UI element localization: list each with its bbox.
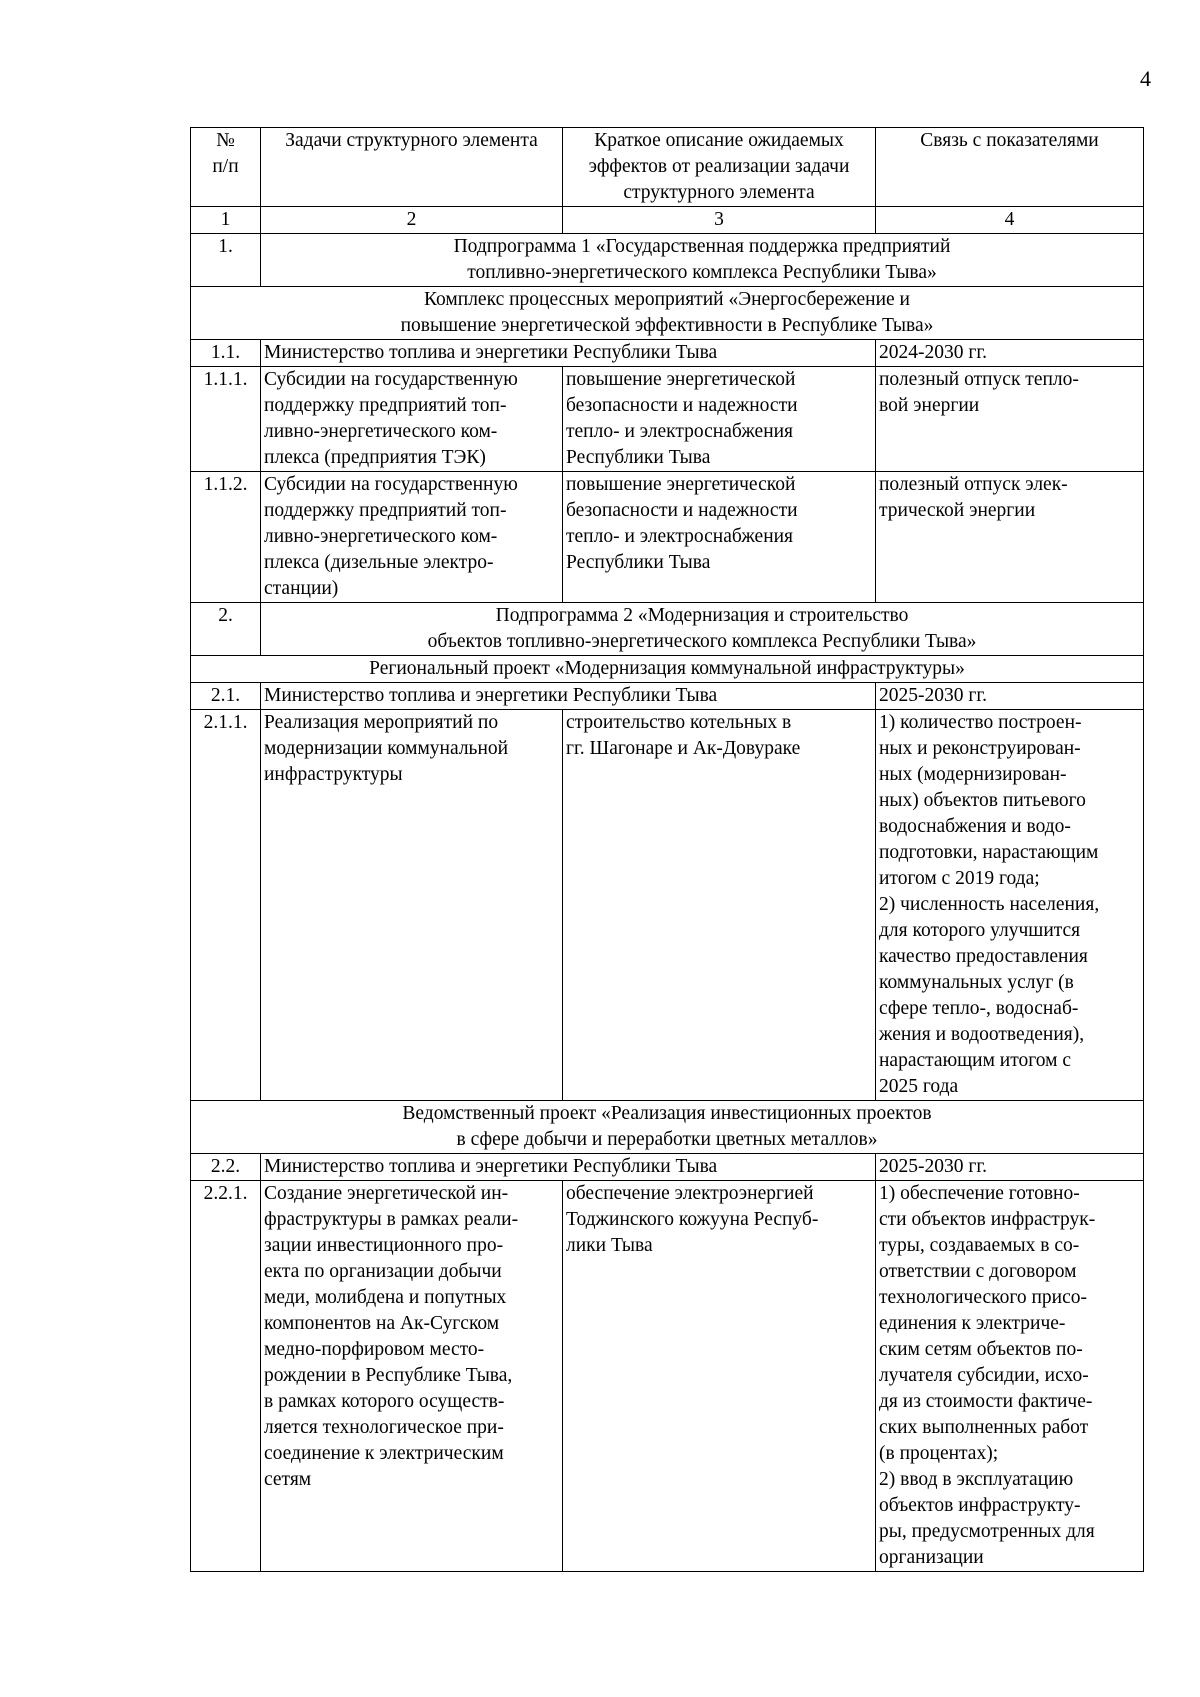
- subprogram-title: Подпрограмма 2 «Модернизация и строительство объектов топливно-энергетического комплекса Республики Тыва»: [261, 603, 1144, 656]
- page-number: 4: [1140, 66, 1151, 91]
- table-row: [191, 340, 1144, 367]
- row-number: 2.: [191, 603, 261, 656]
- table-header-row: [191, 128, 1144, 207]
- responsible-cell: Министерство топлива и энергетики Республики Тыва: [261, 340, 876, 367]
- header-tasks: Задачи структурного элемента: [261, 128, 563, 207]
- table-row: [191, 472, 1144, 603]
- section-title: Ведомственный проект «Реализация инвестиционных проектов в сфере добычи и переработки цветных металлов»: [191, 1101, 1144, 1154]
- row-number: 2.2.: [191, 1154, 261, 1181]
- row-number: 1.: [191, 234, 261, 287]
- indicator-cell: полезный отпуск тепло- вой энергии: [876, 367, 1144, 472]
- header-num: № п/п: [191, 128, 261, 207]
- subprogram-2-row: [191, 603, 1144, 656]
- column-number: 2: [261, 207, 563, 234]
- subprogram-1-row: [191, 234, 1144, 287]
- responsible-cell: Министерство топлива и энергетики Республики Тыва: [261, 683, 876, 710]
- indicator-cell: полезный отпуск элек- трической энергии: [876, 472, 1144, 603]
- effect-cell: строительство котельных в гг. Шагонаре и Ак-Довураке: [563, 710, 876, 1101]
- task-cell: Субсидии на государственную поддержку предприятий топ- ливно-энергетического ком- плекса (предприятия ТЭК): [261, 367, 563, 472]
- task-cell: Реализация мероприятий по модернизации коммунальной инфраструктуры: [261, 710, 563, 1101]
- period-cell: 2025-2030 гг.: [876, 683, 1144, 710]
- header-indicators: Связь с показателями: [876, 128, 1144, 207]
- effect-cell: повышение энергетической безопасности и надежности тепло- и электроснабжения Республики Тыва: [563, 472, 876, 603]
- column-number: 1: [191, 207, 261, 234]
- indicator-cell: 1) количество построен- ных и реконструирован- ных (модернизирован- ных) объектов питьевого водоснабжения и водо- подготовки, нарастающим итогом с 2019 года; 2) численность населения, для которого улучшится качество предоставления коммунальных услуг (в сфере тепло-, водоснаб- жения и водоотведения), нарастающим итогом с 2025 года: [876, 710, 1144, 1101]
- departmental-project-row: [191, 1101, 1144, 1154]
- row-number: 2.1.: [191, 683, 261, 710]
- row-number: 1.1.: [191, 340, 261, 367]
- row-number: 2.2.1.: [191, 1181, 261, 1572]
- table-row: [191, 367, 1144, 472]
- subprogram-title: Подпрограмма 1 «Государственная поддержка предприятий топливно-энергетического комплекса Республики Тыва»: [261, 234, 1144, 287]
- table-row: [191, 1181, 1144, 1572]
- table-row: [191, 683, 1144, 710]
- effect-cell: обеспечение электроэнергией Тоджинского кожууна Респуб- лики Тыва: [563, 1181, 876, 1572]
- column-number: 4: [876, 207, 1144, 234]
- task-cell: Субсидии на государственную поддержку предприятий топ- ливно-энергетического ком- плекса (дизельные электро- станции): [261, 472, 563, 603]
- program-table: [190, 127, 1144, 1572]
- effect-cell: повышение энергетической безопасности и надежности тепло- и электроснабжения Республики Тыва: [563, 367, 876, 472]
- section-title: Региональный проект «Модернизация коммунальной инфраструктуры»: [191, 656, 1144, 683]
- period-cell: 2024-2030 гг.: [876, 340, 1144, 367]
- regional-project-row: [191, 656, 1144, 683]
- complex-1-row: [191, 287, 1144, 340]
- section-title: Комплекс процессных мероприятий «Энергосбережение и повышение энергетической эффективности в Республике Тыва»: [191, 287, 1144, 340]
- period-cell: 2025-2030 гг.: [876, 1154, 1144, 1181]
- header-effects: Краткое описание ожидаемых эффектов от реализации задачи структурного элемента: [563, 128, 876, 207]
- column-numbers-row: [191, 207, 1144, 234]
- table-row: [191, 1154, 1144, 1181]
- indicator-cell: 1) обеспечение готовно- сти объектов инфраструк- туры, создаваемых в со- ответствии с договором технологического присо- единения к электриче- ским сетям объектов по- лучателя субсидии, исхо- дя из стоимости фактиче- ских выполненных работ (в процентах); 2) ввод в эксплуатацию объектов инфраструкту- ры, предусмотренных для организации: [876, 1181, 1144, 1572]
- task-cell: Создание энергетической ин- фраструктуры в рамках реали- зации инвестиционного про- екта по организации добычи меди, молибдена и попутных компонентов на Ак-Сугском медно-порфировом место- рождении в Республике Тыва, в рамках которого осуществ- ляется технологическое при- соединение к электрическим сетям: [261, 1181, 563, 1572]
- responsible-cell: Министерство топлива и энергетики Республики Тыва: [261, 1154, 876, 1181]
- column-number: 3: [563, 207, 876, 234]
- row-number: 1.1.2.: [191, 472, 261, 603]
- row-number: 2.1.1.: [191, 710, 261, 1101]
- table-row: [191, 710, 1144, 1101]
- row-number: 1.1.1.: [191, 367, 261, 472]
